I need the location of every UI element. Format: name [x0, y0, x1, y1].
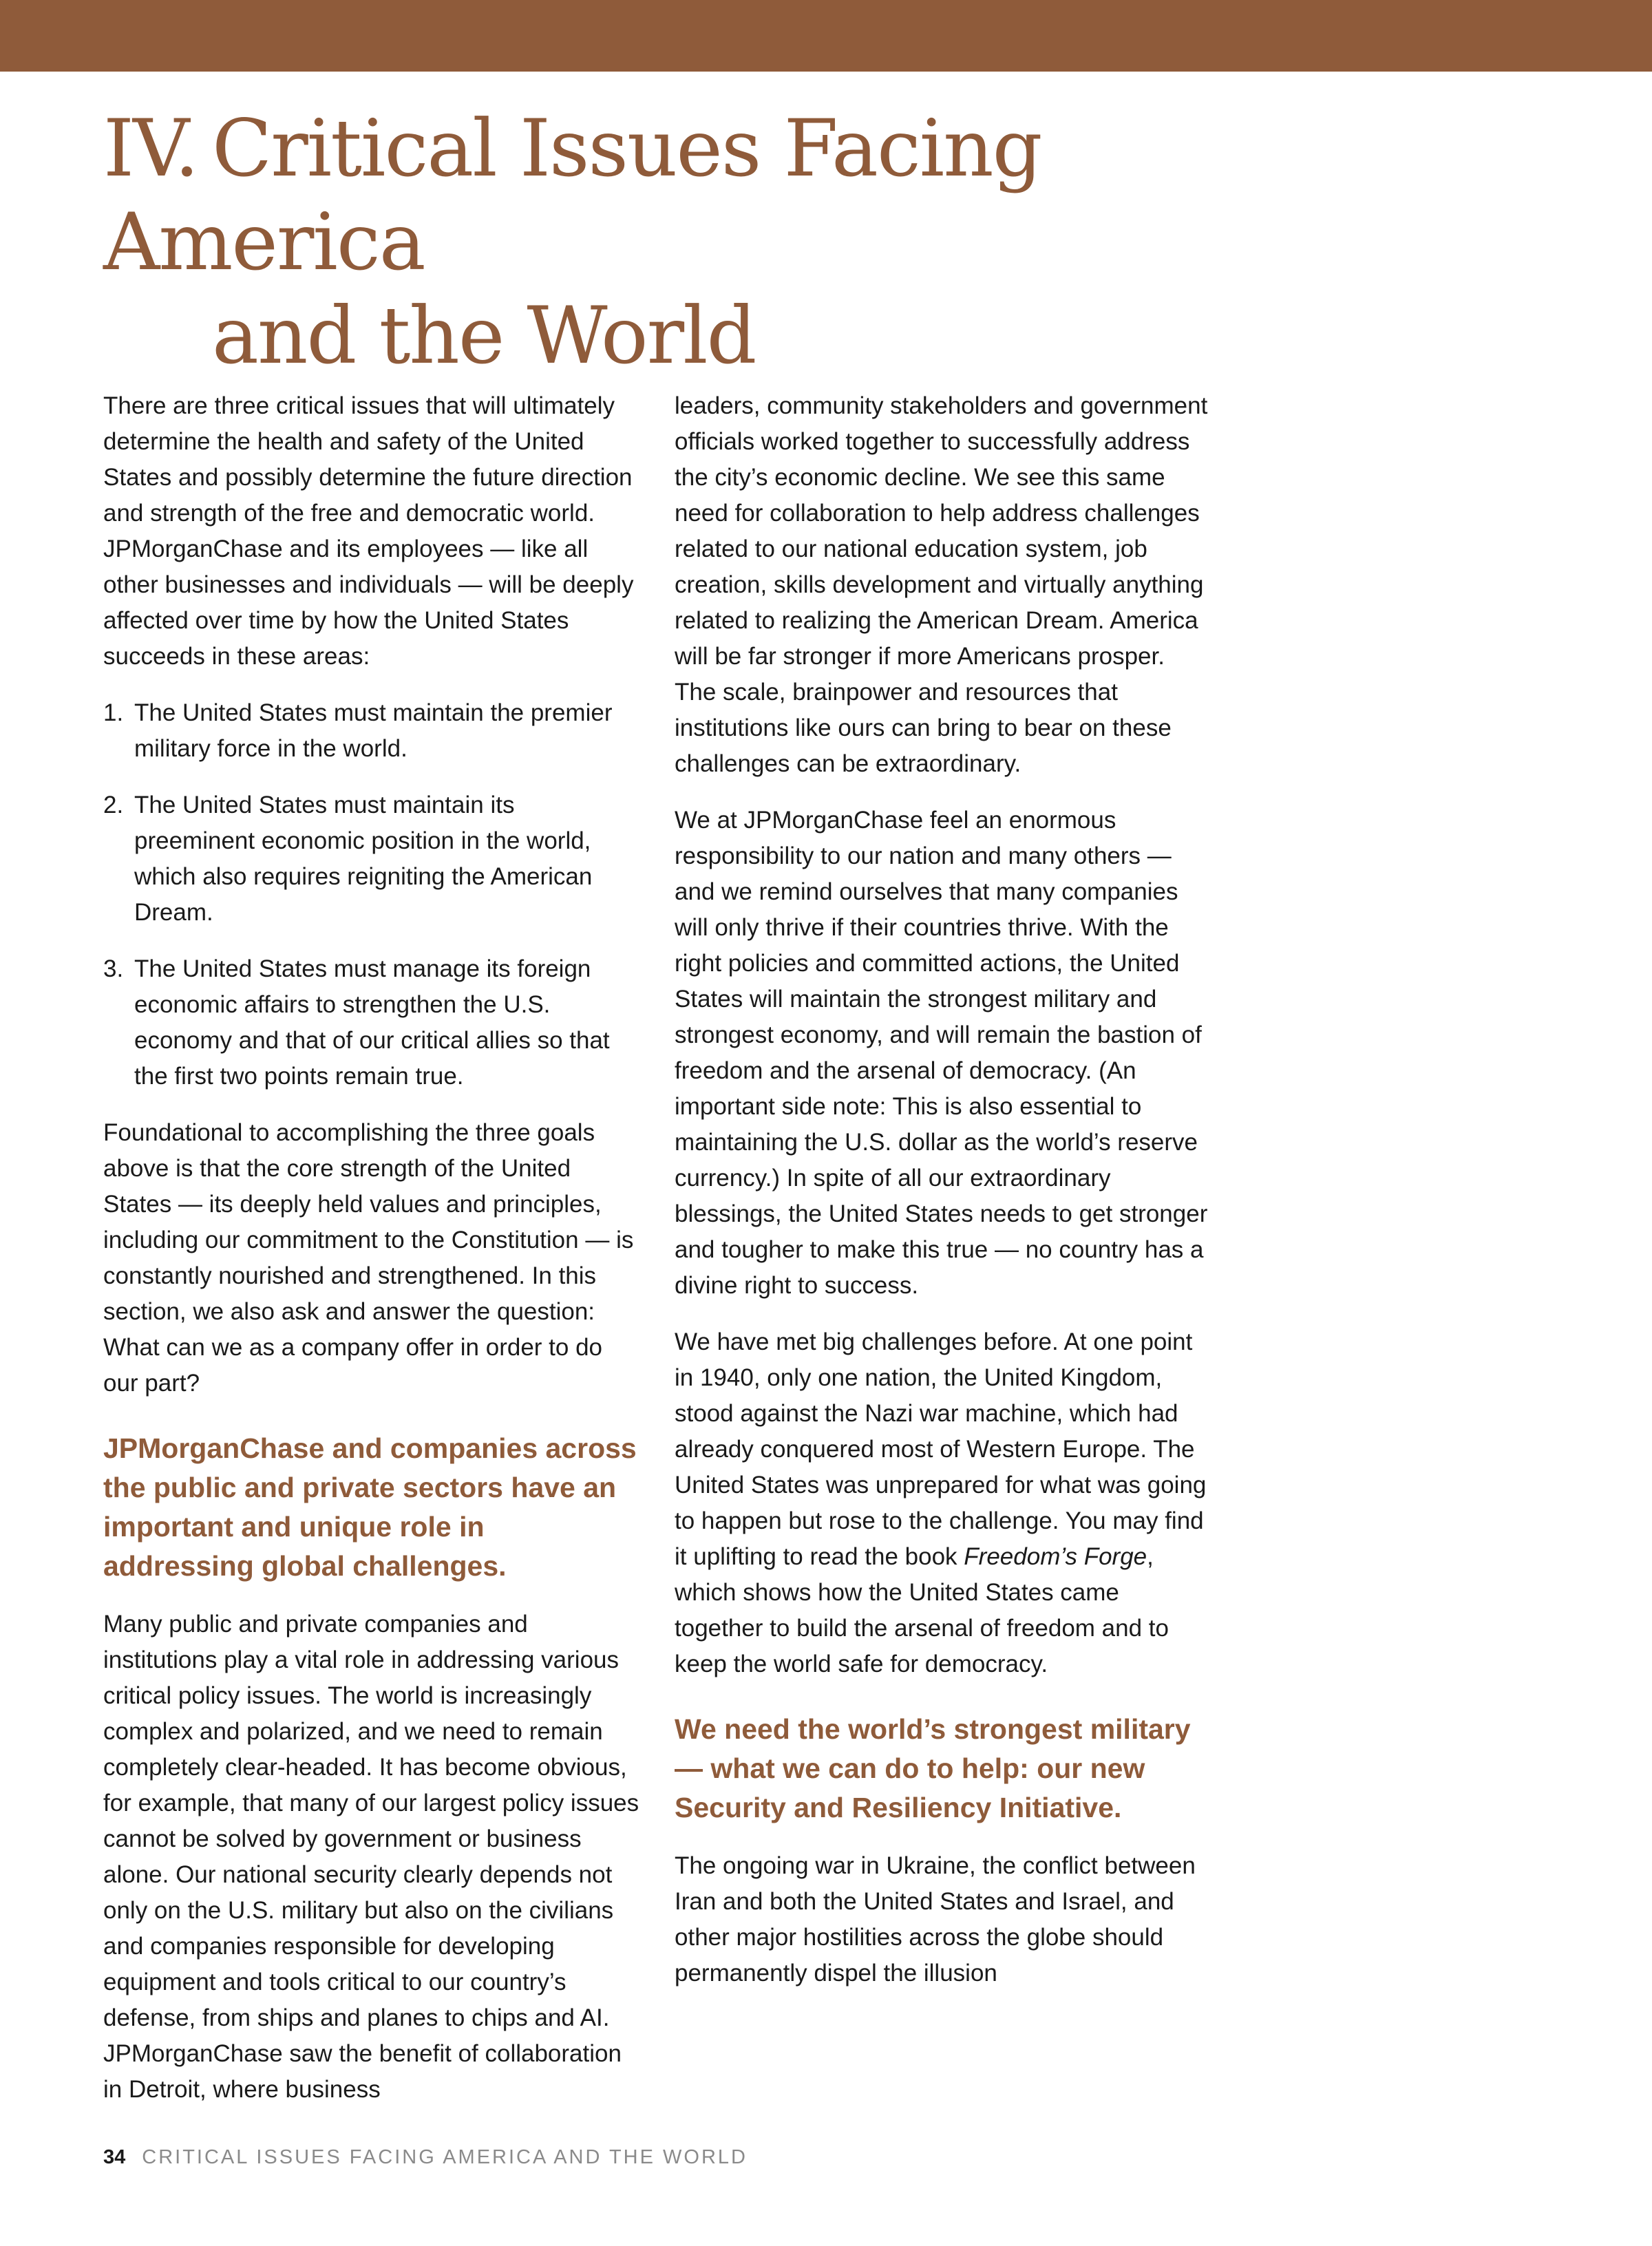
goal-item — [103, 787, 640, 931]
responsibility-paragraph: We at JPMorganChase feel an enormous responsibility to our nation and many others — and we remind ourselves that many companies will only thrive if their countries thrive. With the right policies and committed actions, the United States will maintain the strongest military and strongest economy, and will remain the bastion of freedom and the arsenal of democracy. (An important side note: This is also essential to maintaining the U.S. dollar as the world’s reserve currency.) In spite of all our extraordinary blessings, the United States needs to get stronger and tougher to make this true — no country has a divine right to success. — [675, 807, 1208, 1299]
section-heading-role: JPMorganChase and companies across the public and private sectors have an important and unique role in addressing global challenges. — [103, 1432, 637, 1582]
public-private-paragraph: Many public and private companies and institutions play a vital role in addressing various critical policy issues. The world is increasingly complex and polarized, and we need to remain completely clear-headed. It has become obvious, for example, that many of our largest policy issues cannot be solved by government or business alone. Our national security clearly depends not only on the U.S. military but also on the civilians and companies responsible for developing equipment and tools critical to our country’s defense, from ships and planes to chips and AI. JPMorganChase saw the benefit of collaboration in Detroit, where business — [103, 1611, 639, 2103]
title-line-1: Critical Issues Facing America — [103, 103, 1041, 288]
challenges-text-before: We have met big challenges before. At one point in 1940, only one nation, the United Kingdom, stood against the Nazi war machine, which had already conquered most of Western Europe. The United States was unprepared for what was going to happen but rose to the challenge. You may find it uplifting to read the book — [675, 1328, 1207, 1570]
left-column — [103, 388, 640, 2128]
goal-text: The United States must maintain its preeminent economic position in the world, which also requires reigniting the American Dream. — [134, 792, 593, 926]
top-color-band — [0, 0, 1652, 72]
goal-number: 3. — [103, 955, 124, 982]
title-line-2: and the World — [212, 290, 756, 381]
book-title: Freedom’s Forge — [964, 1543, 1147, 1570]
challenges-text-after: , which shows how the United States came together to build the arsenal of freedom and to keep the world safe for democracy. — [675, 1543, 1169, 1677]
goal-item — [103, 951, 640, 1094]
page-number: 34 — [103, 2146, 126, 2168]
section-number: IV. — [103, 103, 198, 194]
goal-number: 2. — [103, 792, 124, 818]
goal-item — [103, 695, 640, 767]
intro-paragraph: There are three critical issues that will ultimately determine the health and safety of the United States and possibly determine the future direction and strength of the free and democratic world. JPMorganChase and its employees — like all other businesses and individuals — will be deeply affected over time by how the United States succeeds in these areas: — [103, 392, 634, 670]
footer-section-label: CRITICAL ISSUES FACING AMERICA AND THE WORLD — [142, 2146, 748, 2168]
right-column — [675, 388, 1211, 2012]
goal-text: The United States must maintain the premier military force in the world. — [134, 699, 613, 762]
section-heading-military: We need the world’s strongest military — what we can do to help: our new Security and Resiliency Initiative. — [675, 1713, 1191, 1823]
goals-list — [103, 695, 640, 1094]
page-title — [103, 102, 1342, 383]
challenges-paragraph — [675, 1324, 1211, 1682]
continuation-paragraph: leaders, community stakeholders and government officials worked together to successfully address the city’s economic decline. We see this same need for collaboration to help address challenges related to our national education system, job creation, skills development and virtually anything related to realizing the American Dream. America will be far stronger if more Americans prosper. The scale, brainpower and resources that institutions like ours can bring to bear on these challenges can be extraordinary. — [675, 392, 1208, 777]
goal-number: 1. — [103, 699, 124, 726]
goal-text: The United States must manage its foreign economic affairs to strengthen the U.S. economy and that of our critical allies so that the first two points remain true. — [134, 955, 610, 1090]
page-footer — [103, 2146, 748, 2169]
ongoing-war-paragraph: The ongoing war in Ukraine, the conflict between Iran and both the United States and Israel, and other major hostilities across the globe should permanently dispel the illusion — [675, 1852, 1196, 1987]
foundational-paragraph: Foundational to accomplishing the three goals above is that the core strength of the United States — its deeply held values and principles, including our commitment to the Constitution — is constantly nourished and strengthened. In this section, we also ask and answer the question: What can we as a company offer in order to do our part? — [103, 1119, 634, 1397]
